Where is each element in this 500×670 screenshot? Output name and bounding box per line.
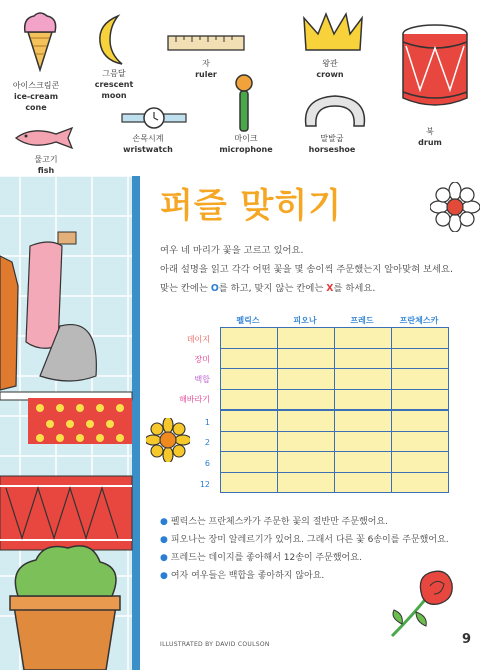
illustrator-credit: ILLUSTRATED BY DAVID COULSON <box>160 641 270 648</box>
item-en: moon <box>101 91 127 100</box>
grid-cell[interactable] <box>278 328 335 349</box>
label-microphone <box>214 133 278 155</box>
label-ruler <box>176 58 236 80</box>
crescent-moon-icon <box>96 14 130 66</box>
grid-row-sunflower <box>221 389 449 410</box>
ice-cream-cone-icon <box>20 10 60 72</box>
item-kr: 북 <box>426 127 434 136</box>
grid-cell[interactable] <box>335 369 392 390</box>
item-en: drum <box>418 138 442 147</box>
drum-icon <box>400 22 470 112</box>
intro-line-3-c: 를 하세요. <box>333 283 376 294</box>
grid-cell[interactable] <box>278 369 335 390</box>
grid-row-1 <box>221 410 449 431</box>
grid-cell[interactable] <box>335 472 392 493</box>
grid-cell[interactable] <box>392 431 449 452</box>
grid-cell[interactable] <box>335 431 392 452</box>
clue-text: 여자 여우들은 백합을 좋아하지 않아요. <box>170 571 325 581</box>
grid-cell[interactable] <box>392 328 449 349</box>
fox-shop-illustration <box>0 176 140 670</box>
item-en: microphone <box>219 145 273 154</box>
crown-icon <box>302 10 364 54</box>
item-kr: 말발굽 <box>320 134 344 143</box>
label-ice-cream-cone <box>4 80 68 113</box>
grid-cell[interactable] <box>221 472 278 493</box>
grid-row-daisy <box>221 328 449 349</box>
clue-2: ● 피오나는 장미 알레르기가 있어요. 그래서 다른 꽃 6송이를 주문했어요. <box>160 535 449 545</box>
intro-line-1: 여우 네 마리가 꽃을 고르고 있어요. <box>160 245 304 256</box>
grid-cell[interactable] <box>278 410 335 431</box>
grid-cell[interactable] <box>221 389 278 410</box>
label-drum <box>400 126 460 148</box>
row-label-lily: 백합 <box>194 375 210 384</box>
clue-1: ● 펠릭스는 프란체스카가 주문한 꽃의 절반만 주문했어요. <box>160 517 388 527</box>
logic-grid <box>220 327 449 493</box>
item-en: ice-cream <box>13 92 59 101</box>
grid-cell[interactable] <box>221 369 278 390</box>
row-label-1: 1 <box>204 418 210 427</box>
item-en: wristwatch <box>123 145 173 154</box>
grid-cell[interactable] <box>392 472 449 493</box>
rose-icon <box>372 566 458 642</box>
puzzle-title: 퍼즐 맞히기 <box>160 186 343 226</box>
label-crescent-moon <box>84 68 144 101</box>
grid-row-lily <box>221 369 449 390</box>
grid-cell[interactable] <box>278 348 335 369</box>
item-en: cone <box>25 103 47 112</box>
ruler-icon <box>166 32 246 54</box>
grid-cell[interactable] <box>392 369 449 390</box>
wristwatch-icon <box>120 106 188 130</box>
column-header-fred: 프레드 <box>350 316 374 325</box>
daisy-flower-icon <box>430 182 480 232</box>
item-en: crown <box>316 70 344 79</box>
sunflower-icon <box>146 418 190 462</box>
clue-4: ● 여자 여우들은 백합을 좋아하지 않아요. <box>160 571 325 581</box>
item-kr: 아이스크림콘 <box>12 81 60 90</box>
row-label-rose: 장미 <box>194 355 210 364</box>
column-header-fiona: 피오나 <box>293 316 317 325</box>
clue-text: 프레드는 데이지를 좋아해서 12송이 주문했어요. <box>170 553 362 563</box>
label-horseshoe <box>300 133 364 155</box>
item-kr: 왕관 <box>322 59 338 68</box>
grid-cell[interactable] <box>392 348 449 369</box>
item-kr: 자 <box>202 59 210 68</box>
clue-text: 펠릭스는 프란체스카가 주문한 꽃의 절반만 주문했어요. <box>170 517 388 527</box>
grid-cell[interactable] <box>278 431 335 452</box>
grid-cell[interactable] <box>221 328 278 349</box>
grid-cell[interactable] <box>221 348 278 369</box>
grid-row-rose <box>221 348 449 369</box>
page-number: 9 <box>462 632 472 647</box>
column-header-felix: 펠릭스 <box>236 316 260 325</box>
intro-line-3 <box>160 280 375 294</box>
label-fish <box>16 154 76 176</box>
grid-cell[interactable] <box>278 452 335 473</box>
grid-cell[interactable] <box>335 348 392 369</box>
row-label-sunflower: 해바라기 <box>179 395 210 404</box>
o-mark: O <box>210 283 219 294</box>
grid-row-6 <box>221 452 449 473</box>
row-label-2: 2 <box>204 438 210 447</box>
item-kr: 물고기 <box>34 155 58 164</box>
clue-3: ● 프레드는 데이지를 좋아해서 12송이 주문했어요. <box>160 553 362 563</box>
label-crown <box>300 58 360 80</box>
fish-icon <box>12 126 76 150</box>
grid-cell[interactable] <box>221 431 278 452</box>
item-en: fish <box>37 166 55 175</box>
grid-cell[interactable] <box>392 452 449 473</box>
grid-cell[interactable] <box>278 472 335 493</box>
intro-line-3-a: 맞는 칸에는 <box>160 283 211 294</box>
column-header-francesca: 프란체스카 <box>399 316 439 325</box>
row-label-12: 12 <box>199 480 210 489</box>
item-en: crescent <box>94 80 134 89</box>
row-label-6: 6 <box>204 459 210 468</box>
item-kr: 손목시계 <box>132 134 164 143</box>
microphone-icon <box>232 74 256 134</box>
grid-cell[interactable] <box>278 389 335 410</box>
grid-cell[interactable] <box>392 389 449 410</box>
grid-cell[interactable] <box>335 389 392 410</box>
item-kr: 마이크 <box>234 134 258 143</box>
intro-line-3-b: 를 하고, 맞지 않는 칸에는 <box>218 283 327 294</box>
item-kr: 그믐달 <box>102 69 126 78</box>
clue-text: 피오나는 장미 알레르기가 있어요. 그래서 다른 꽃 6송이를 주문했어요. <box>170 535 449 545</box>
grid-cell[interactable] <box>392 410 449 431</box>
x-mark: X <box>326 283 334 294</box>
grid-cell[interactable] <box>335 328 392 349</box>
grid-row-12 <box>221 472 449 493</box>
row-label-daisy: 데이지 <box>186 335 210 344</box>
label-wristwatch <box>118 133 178 155</box>
grid-cell[interactable] <box>335 410 392 431</box>
item-en: ruler <box>195 70 217 79</box>
grid-cell[interactable] <box>221 452 278 473</box>
intro-line-2: 아래 설명을 읽고 각각 어떤 꽃을 몇 송이씩 주문했는지 알아맞혀 보세요. <box>160 264 453 275</box>
horseshoe-icon <box>300 92 370 128</box>
grid-cell[interactable] <box>221 410 278 431</box>
grid-cell[interactable] <box>335 452 392 473</box>
grid-row-2 <box>221 431 449 452</box>
item-en: horseshoe <box>308 145 356 154</box>
